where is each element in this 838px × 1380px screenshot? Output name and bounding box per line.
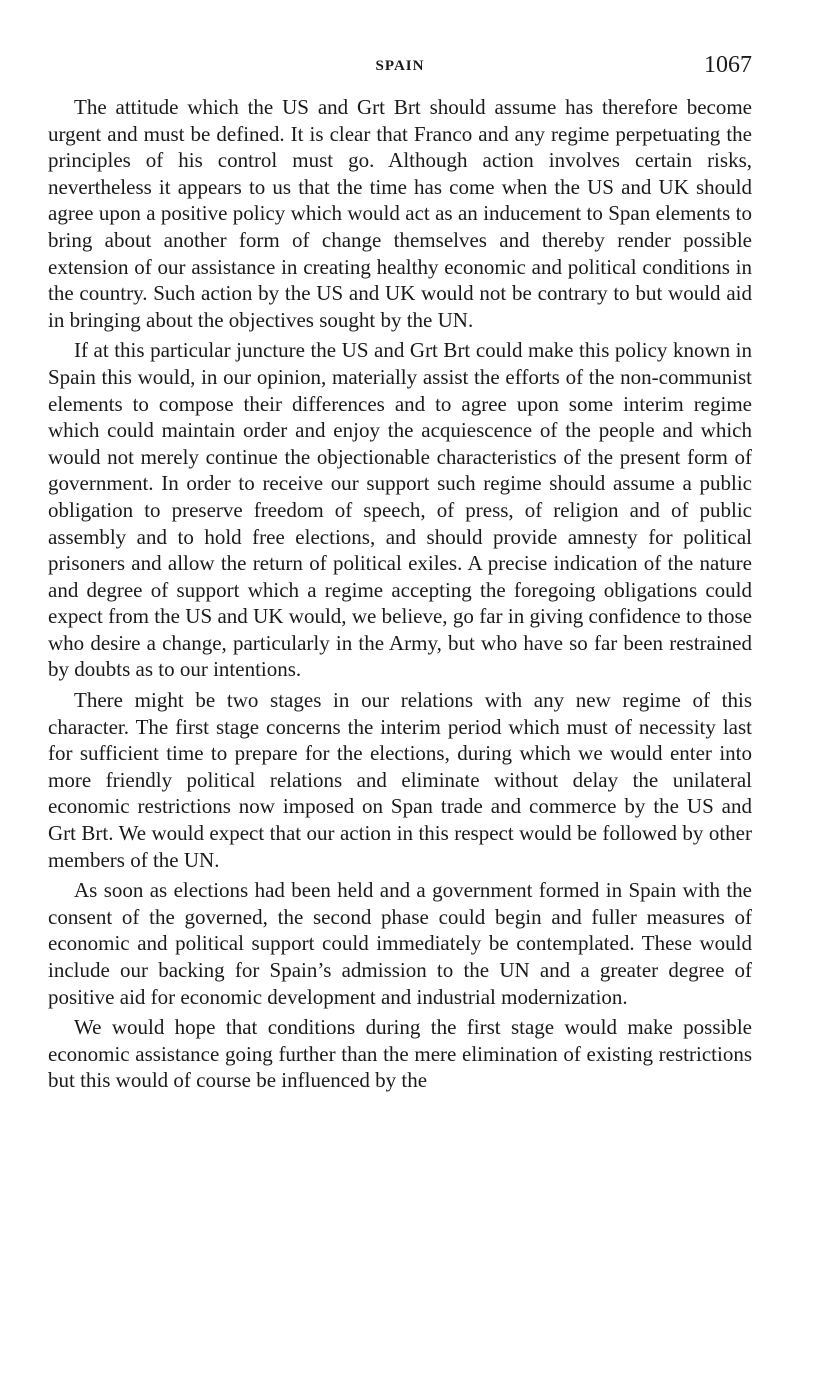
running-head: SPAIN	[375, 58, 425, 74]
paragraph: We would hope that conditions during the first stage would make possible economic assistance going further than the mere elimination of existing restrictions but this would of course be influenced by the	[48, 1015, 752, 1093]
body-text	[48, 94, 752, 1094]
paragraph: As soon as elections had been held and a government formed in Spain with the consent of the governed, the second phase could begin and fuller measures of economic and political support could immediately be contemplated. These would include our backing for Spain’s admission to the UN and a greater degree of positive aid for economic development and industrial modernization.	[48, 878, 752, 1009]
paragraph: If at this particular juncture the US and Grt Brt could make this policy known in Spain this would, in our opinion, materially assist the efforts of the non-communist elements to compose their differences and to agree upon some interim regime which could maintain order and enjoy the acquiescence of the people and which would not merely continue the objectionable characteristics of the present form of government. In order to receive our support such regime should assume a public obligation to preserve freedom of speech, of press, of religion and of public assembly and to hold free elections, and should provide amnesty for political prisoners and allow the return of political exiles. A precise indication of the nature and degree of support which a regime accepting the foregoing obligations could expect from the US and UK would, we believe, go far in giving confidence to those who desire a change, particularly in the Army, but who have so far been restrained by doubts as to our intentions.	[48, 338, 752, 682]
page-number: 1067	[704, 52, 752, 78]
document-page	[48, 52, 752, 1094]
page-header	[48, 52, 752, 84]
paragraph: The attitude which the US and Grt Brt should assume has therefore become urgent and must be defined. It is clear that Franco and any regime perpetuating the principles of his control must go. Although action involves certain risks, nevertheless it appears to us that the time has come when the US and UK should agree upon a positive policy which would act as an inducement to Span elements to bring about another form of change themselves and thereby render possible extension of our assistance in creating healthy economic and political conditions in the country. Such action by the US and UK would not be contrary to but would aid in bringing about the objectives sought by the UN.	[48, 95, 752, 332]
paragraph: There might be two stages in our relations with any new regime of this character. The first stage concerns the interim period which must of necessity last for sufficient time to prepare for the elections, during which we would enter into more friendly political relations and eliminate without delay the unilateral economic restrictions now imposed on Span trade and commerce by the US and Grt Brt. We would expect that our action in this respect would be followed by other members of the UN.	[48, 688, 752, 872]
